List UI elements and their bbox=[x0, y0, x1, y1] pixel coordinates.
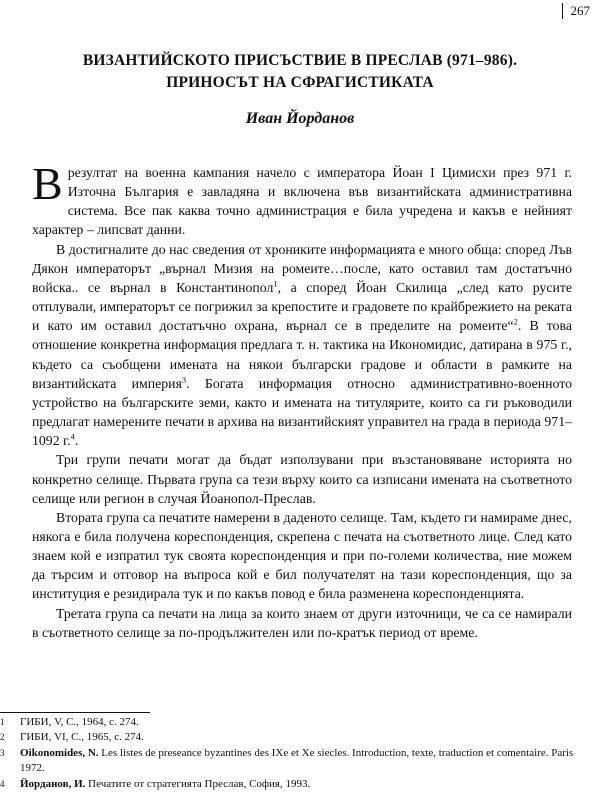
footnote-ref-4[interactable]: 4 bbox=[70, 431, 75, 442]
footnote-text: Печатите от стратегията Преслав, София, 1993. bbox=[85, 777, 311, 790]
footnote-number: 1 bbox=[0, 717, 5, 727]
paragraph-1-text: резултат на военна кампания начело с императора Йоан I Цимисхи през 971 г. Източна България е завладяна и включена във византийската административна система. Все пак каква точно администрация е била учредена и какъв е нейният характер – липсват данни. bbox=[32, 165, 572, 238]
paragraph-2-part-d: . Богата информация относно административно-военното устройство на българските земи, както и имената на титулярите, които са ги ръководили предлагат намерените печати в архива на византийският управител на града в периода 971–1092 г. bbox=[32, 375, 572, 449]
footnote-4 bbox=[0, 777, 580, 792]
footnote-ref-2[interactable]: 2 bbox=[513, 316, 518, 327]
footnote-1 bbox=[0, 715, 580, 730]
paragraph-2-part-a: В достигналите до нас сведения от хрониките информацията е много обща: според Лъв Дякон императорът „върнал Мизия на ромеите…после, като оставил там достатъчно войска.. се върнал в Константинопол bbox=[32, 241, 572, 295]
paragraph-2-part-c: . В това отношение конкретна информация предлага т. н. тактика на Икономидис, датирана в 975 г., където са съобщени имената на някои български градове и области в рамките на византийската империя bbox=[32, 318, 572, 391]
footnote-number: 4 bbox=[0, 778, 5, 789]
paragraph-1 bbox=[32, 158, 572, 240]
title-line-1: ВИЗАНТИЙСКОТО ПРИСЪСТВИЕ В ПРЕСЛАВ (971–986). bbox=[82, 52, 518, 69]
footnote-2 bbox=[0, 730, 580, 745]
page-number: 267 bbox=[562, 3, 591, 19]
paragraph-2-part-e: . bbox=[74, 433, 79, 449]
paragraph-2 bbox=[32, 240, 572, 451]
article-author: Иван Йорданов bbox=[245, 110, 355, 127]
footnote-ref-3[interactable]: 3 bbox=[181, 374, 187, 385]
footnotes bbox=[0, 715, 580, 792]
footnote-number: 2 bbox=[0, 732, 5, 743]
footnote-text: ГИБИ, VI, C., 1965, с. 274. bbox=[20, 731, 144, 744]
footnote-divider bbox=[0, 712, 150, 713]
footnote-number: 3 bbox=[0, 747, 5, 758]
article-title bbox=[0, 50, 600, 94]
paragraph-4: Втората група са печатите намерени в даденото селище. Там, където ги намираме днес, някога е била получена кореспонденция, скрепена с печата на съответното лице. След като знаем кой е изпратил тук своята кореспонденция и при по-големи количества, ние можем да търсим и отговор на въпроса кой е бил получателят на тази кореспонденция, що за институция е резидирала тук и по какъв повод е била разменена кореспонденцията. bbox=[32, 509, 572, 602]
footnote-text: Les listes de preseance byzantines des IXe et Xe siecles. Introduction, texte, traduction et comentaire. Paris 1972. bbox=[20, 746, 574, 775]
footnote-3 bbox=[0, 746, 580, 777]
title-line-2: ПРИНОСЪТ НА СФРАГИСТИКАТА bbox=[166, 74, 434, 91]
footnote-text: ГИБИ, V, C., 1964, с. 274. bbox=[20, 716, 139, 728]
footnote-ref-1[interactable]: 1 bbox=[273, 278, 278, 289]
footnote-author: Йорданов, И. bbox=[20, 777, 86, 790]
paragraph-3: Три групи печати могат да бъдат използувани при възстановяване историята но конкретно селище. Първата група са тези върху които са изписани имената на съответното селище или регион в случая Йоанопол-Преслав. bbox=[32, 452, 572, 506]
paragraph-5: Третата група са печати на лица за които знаем от други източници, че са се намирали в съответното селище за по-продължителен или по-кратък период от време. bbox=[32, 605, 572, 640]
drop-cap: В bbox=[32, 158, 63, 209]
footnote-author: Oikonomides, N. bbox=[20, 746, 99, 759]
article-body bbox=[32, 158, 572, 642]
paragraph-2-part-b: , а според Йоан Скилица „след като русите отплували, императорът се погрижил за крепостите и градовете по крайбрежието на реката и като им оставил достатъчно охрана, върнал се в пределите на ромеите“ bbox=[32, 279, 572, 334]
